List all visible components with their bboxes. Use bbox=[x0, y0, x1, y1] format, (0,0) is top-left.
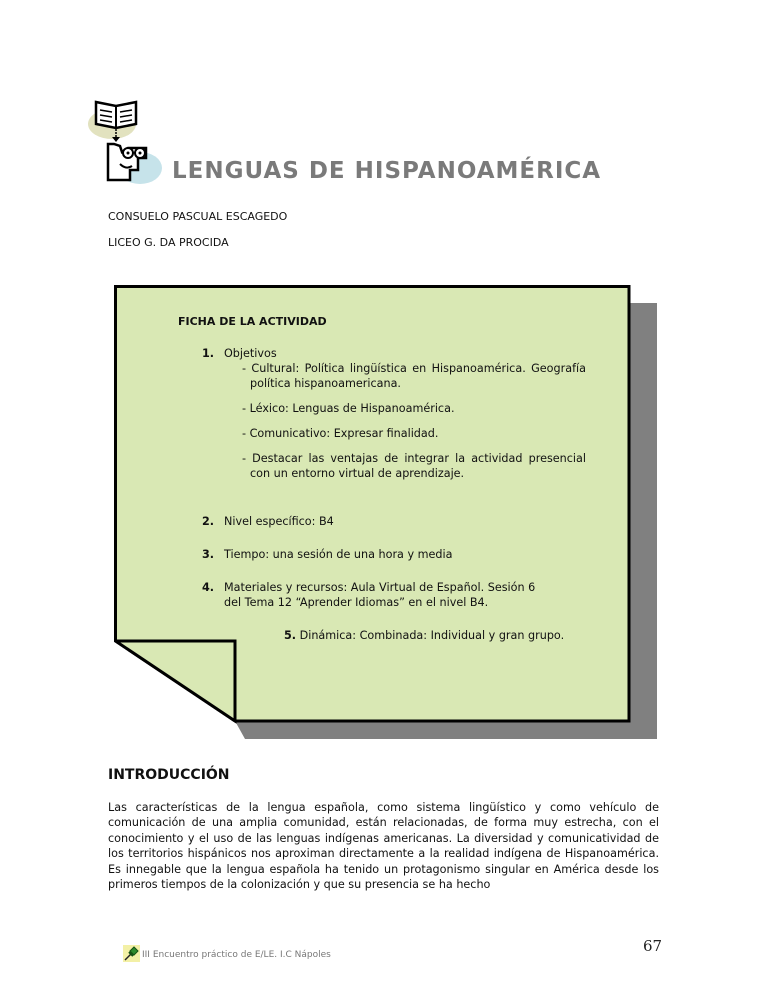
item-label: Dinámica: Combinada: Individual y gran grupo. bbox=[299, 629, 565, 642]
page-footer bbox=[123, 943, 331, 960]
level-item bbox=[202, 514, 334, 529]
book-reader-icon bbox=[88, 98, 164, 188]
section-heading: INTRODUCCIÓN bbox=[108, 767, 230, 783]
activity-card bbox=[114, 285, 659, 741]
subitem-destacar: - Destacar las ventajas de integrar la actividad presencial con un entorno virtual de aprendizaje. bbox=[242, 452, 586, 480]
sticky-note-shape bbox=[114, 285, 659, 741]
item-number: 1. bbox=[202, 347, 215, 360]
dynamics-item bbox=[284, 628, 564, 643]
item-label: Materiales y recursos: Aula Virtual de Español. Sesión 6 bbox=[224, 581, 536, 594]
pushpin-icon bbox=[123, 945, 140, 962]
card-heading: FICHA DE LA ACTIVIDAD bbox=[178, 315, 327, 328]
intro-paragraph: Las características de la lengua española, como sistema lingüístico y como vehículo de comunicación de una amplia comunidad, están relacionadas, de forma muy estrecha, con el conocimiento y el uso de las lenguas indígenas americanas. La diversidad y comunicatividad de los territorios hispánicos nos aproximan directamente a la realidad indígena de Hispanoamérica. Es innegable que la lengua española ha tenido un protagonismo singular en América desde los primeros tiempos de la colonización y que su presencia se ha hecho bbox=[108, 801, 659, 892]
item-number: 5. bbox=[284, 629, 297, 642]
item-label-line2: del Tema 12 “Aprender Idiomas” en el nivel B4. bbox=[224, 596, 489, 609]
author-name: CONSUELO PASCUAL ESCAGEDO bbox=[108, 210, 288, 223]
subitem-lexico: - Léxico: Lenguas de Hispanoamérica. bbox=[242, 402, 455, 415]
item-number: 3. bbox=[202, 548, 215, 561]
page-number: 67 bbox=[643, 937, 663, 955]
footer-text: III Encuentro práctico de E/LE. I.C Nápoles bbox=[142, 950, 331, 960]
page-title: LENGUAS DE HISPANOAMÉRICA bbox=[172, 158, 602, 184]
item-number: 4. bbox=[202, 581, 215, 594]
item-label: Nivel específico: B4 bbox=[224, 515, 334, 528]
subitem-cultural: - Cultural: Política lingüística en Hispanoamérica. Geografía política hispanoamericana. bbox=[242, 362, 586, 390]
item-label: Objetivos bbox=[224, 347, 277, 360]
materials-item bbox=[202, 580, 535, 610]
institution-name: LICEO G. DA PROCIDA bbox=[108, 236, 229, 249]
time-item bbox=[202, 547, 453, 562]
objective-subitems bbox=[242, 361, 586, 481]
item-label: Tiempo: una sesión de una hora y media bbox=[224, 548, 453, 561]
subitem-comunicativo: - Comunicativo: Expresar finalidad. bbox=[242, 427, 439, 440]
objective-item bbox=[202, 346, 277, 361]
item-number: 2. bbox=[202, 515, 215, 528]
